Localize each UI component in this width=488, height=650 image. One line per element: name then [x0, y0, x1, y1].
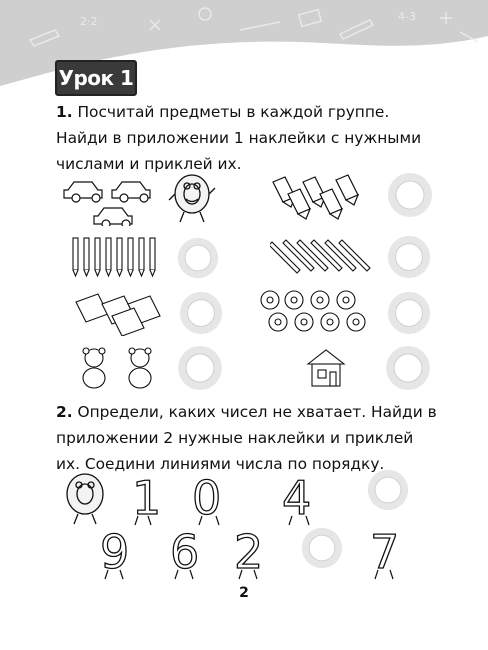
- pens-group: [70, 236, 160, 278]
- car-icon: [94, 208, 132, 226]
- sticker-placeholder-icon: [386, 290, 432, 336]
- task-1-instruction: [56, 99, 441, 177]
- cars-group: [60, 168, 160, 226]
- flowers-group: [258, 288, 382, 334]
- number-nine-glyph: 9: [100, 525, 130, 579]
- number-six-character: [166, 524, 206, 580]
- car-icon: [112, 182, 150, 202]
- sticker-placeholder-icon: [176, 344, 224, 392]
- zero-character-icon: [168, 172, 218, 226]
- sticker-placeholder-icon: [384, 344, 432, 392]
- header-doodle-right: 4-3: [398, 10, 416, 23]
- zero-character-icon: [60, 470, 110, 526]
- teddy-bears-group: [74, 346, 164, 390]
- task-1-text: Посчитай предметы в каждой группе. Найди в приложении 1 наклейки с нужными числами и приклей их.: [56, 103, 422, 173]
- number-ten-character: [190, 470, 240, 526]
- number-two-glyph: 2: [234, 525, 264, 579]
- house-icon: [304, 346, 348, 388]
- number-seven-character: [366, 524, 406, 580]
- sticker-placeholder-icon: [366, 468, 410, 512]
- notebooks-group: [72, 290, 164, 336]
- pencils-diagonal-group: [270, 236, 378, 278]
- number-six-glyph: 6: [170, 525, 200, 579]
- sticker-placeholder-icon: [176, 236, 220, 280]
- task-2-instruction: [56, 399, 441, 477]
- number-one-glyph: 1: [132, 471, 162, 525]
- task-2-text: Определи, каких чисел не хватает. Найди в приложении 2 нужные наклейки и приклей их. Соедини линиями числа по порядку.: [56, 403, 437, 473]
- header-doodle-left: 2·2: [80, 15, 98, 28]
- page-number: 2: [239, 585, 249, 601]
- number-one-character: [124, 470, 164, 526]
- car-icon: [64, 182, 102, 202]
- number-seven-glyph: 7: [370, 525, 400, 579]
- number-two-character: [230, 524, 270, 580]
- number-four-character: [278, 470, 322, 526]
- sticker-placeholder-icon: [300, 526, 344, 570]
- sticker-placeholder-icon: [386, 234, 432, 280]
- number-nine-character: [96, 524, 136, 580]
- number-four-glyph: 4: [282, 471, 312, 525]
- lesson-badge: Урок 1: [55, 60, 137, 96]
- task-1-number: 1.: [56, 103, 73, 121]
- sticker-placeholder-icon: [178, 290, 224, 336]
- task-2-number: 2.: [56, 403, 73, 421]
- pencils-group: [268, 174, 376, 226]
- sticker-placeholder-icon: [386, 171, 434, 219]
- number-zero-glyph: 0: [192, 471, 222, 525]
